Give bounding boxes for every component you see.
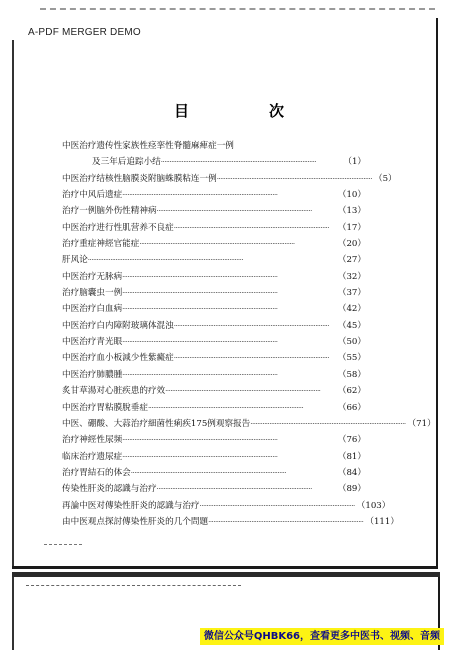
page-title bbox=[174, 100, 284, 121]
toc-entry bbox=[62, 400, 366, 416]
toc-entry bbox=[62, 138, 366, 154]
toc-leader-dots: ·························································································· bbox=[199, 501, 355, 510]
toc-entry-title: 治疗胃結石的体会 bbox=[62, 467, 131, 478]
toc-leader-dots: ·························································································· bbox=[173, 354, 329, 363]
toc-entry bbox=[62, 269, 366, 285]
toc-entry-title: 临床治疗遗尿症 bbox=[62, 451, 123, 462]
toc-entry-title: 中医治疗进行性肌营养不良症 bbox=[62, 222, 174, 233]
toc-leader-dots: ·························································································· bbox=[87, 256, 244, 265]
toc-entry bbox=[62, 318, 366, 334]
toc-entry-title: 中医、硼酸、大蒜治疗細菌性痢疾175例观察报告 bbox=[62, 418, 251, 429]
toc-entry bbox=[62, 514, 399, 530]
toc-page-number: （13） bbox=[337, 206, 366, 217]
toc-entry-title: 肝风论 bbox=[62, 255, 88, 266]
toc-leader-dots: ·························································································· bbox=[165, 387, 321, 396]
page-frame-left-edge bbox=[12, 40, 14, 566]
toc-entry bbox=[62, 171, 397, 187]
toc-page-number: （10） bbox=[337, 190, 366, 201]
toc-entry-title: 治疗脑囊虫一例 bbox=[62, 288, 123, 299]
bottom-left-dashed-mark bbox=[44, 544, 82, 545]
toc-leader-dots: ·························································································· bbox=[216, 174, 372, 183]
toc-entry-title: 由中医观点探討傳染性肝炎的几个問題 bbox=[62, 516, 209, 527]
title-char-1: 目 bbox=[174, 102, 190, 120]
demo-label: A-PDF MERGER DEMO bbox=[28, 27, 141, 38]
toc-leader-dots: ·························································································· bbox=[122, 289, 278, 298]
toc-page-number: （50） bbox=[337, 337, 366, 348]
toc-leader-dots: ·························································································· bbox=[130, 468, 287, 477]
toc-entry bbox=[62, 236, 366, 252]
toc-entry-title: 再論中医对傳染性肝炎的認識与治疗 bbox=[62, 500, 200, 511]
toc-entry bbox=[62, 203, 366, 219]
toc-leader-dots: ·························································································· bbox=[173, 223, 329, 232]
toc-leader-dots: ·························································································· bbox=[208, 517, 364, 526]
toc-page-number: （103） bbox=[356, 500, 391, 511]
toc-entry bbox=[62, 220, 366, 236]
toc-leader-dots: ·························································································· bbox=[122, 436, 278, 445]
toc-entry-title: 治疗中风后遗症 bbox=[62, 190, 123, 201]
toc-entry-title: 中医治疗肺膿腫 bbox=[62, 369, 123, 380]
toc-page-number: （76） bbox=[337, 435, 366, 446]
toc-entry-title: 中医治疗无脉病 bbox=[62, 271, 123, 282]
toc-entry bbox=[62, 154, 366, 170]
toc-leader-dots: ·························································································· bbox=[139, 240, 295, 249]
toc-leader-dots: ·························································································· bbox=[122, 191, 278, 200]
title-char-2: 次 bbox=[268, 102, 284, 120]
toc-entry bbox=[62, 383, 366, 399]
toc-entry-title: 中医治疗血小板減少性紫癜症 bbox=[62, 353, 174, 364]
toc-entry bbox=[62, 432, 366, 448]
toc-page-number: （89） bbox=[337, 484, 366, 495]
toc-entry-title: 传染性肝炎的認識与治疗 bbox=[62, 484, 157, 495]
toc-entry bbox=[62, 350, 366, 366]
toc-page-number: （66） bbox=[337, 402, 366, 413]
toc-page-number: （5） bbox=[373, 173, 397, 184]
toc-entry bbox=[62, 334, 366, 350]
toc-leader-dots: ·························································································· bbox=[250, 419, 406, 428]
toc-page-number: （84） bbox=[337, 467, 366, 478]
toc-entry bbox=[62, 481, 366, 497]
toc-entry-title: 及三年后追踪小结 bbox=[92, 157, 161, 168]
toc-page-number: （111） bbox=[365, 516, 399, 527]
toc-entry bbox=[62, 367, 366, 383]
table-of-contents bbox=[62, 138, 436, 530]
toc-page-number: （81） bbox=[337, 451, 366, 462]
toc-leader-dots: ·························································································· bbox=[122, 272, 278, 281]
toc-entry-title: 中医治疗遗传性家族性痉挛性脊髓麻痺症一例 bbox=[62, 141, 234, 151]
toc-entry bbox=[62, 252, 366, 268]
toc-entry-title: 中医治疗白内障附玻璃体混浊 bbox=[62, 320, 174, 331]
toc-leader-dots: ·························································································· bbox=[122, 305, 278, 314]
toc-entry-title: 治疗重症神經官能症 bbox=[62, 239, 140, 250]
top-dashed-line bbox=[40, 8, 435, 10]
watermark-banner: 微信公众号QHBK66，查看更多中医书、视频、音频 bbox=[200, 628, 444, 645]
toc-leader-dots: ·························································································· bbox=[122, 452, 278, 461]
toc-entry bbox=[62, 187, 366, 203]
toc-leader-dots: ·························································································· bbox=[147, 403, 304, 412]
toc-leader-dots: ·························································································· bbox=[173, 321, 329, 330]
toc-page-number: （17） bbox=[337, 222, 366, 233]
toc-entry-title: 炙甘草湯对心脏疾患的疗效 bbox=[62, 386, 166, 397]
toc-entry-title: 治疗神經性尿频 bbox=[62, 435, 123, 446]
toc-leader-dots: ·························································································· bbox=[156, 485, 312, 494]
toc-page-number: （58） bbox=[337, 369, 366, 380]
toc-leader-dots: ·························································································· bbox=[160, 158, 317, 167]
toc-entry-title: 中医治疗青光眼 bbox=[62, 337, 123, 348]
toc-entry bbox=[62, 285, 366, 301]
toc-leader-dots: ·························································································· bbox=[156, 207, 312, 216]
toc-page-number: （37） bbox=[337, 288, 366, 299]
toc-entry bbox=[62, 416, 436, 432]
toc-page-number: （1） bbox=[343, 157, 366, 168]
toc-page-number: （32） bbox=[337, 271, 366, 282]
toc-entry bbox=[62, 465, 366, 481]
toc-entry bbox=[62, 449, 366, 465]
toc-entry-title: 中医治疗胃粘膜脫垂症 bbox=[62, 402, 148, 413]
toc-page-number: （45） bbox=[337, 320, 366, 331]
toc-page-number: （62） bbox=[337, 386, 366, 397]
toc-page-number: （42） bbox=[337, 304, 366, 315]
toc-entry bbox=[62, 498, 391, 514]
toc-leader-dots: ·························································································· bbox=[122, 338, 278, 347]
toc-entry-title: 治疗一例脑外伤性精神病 bbox=[62, 206, 157, 217]
toc-page-number: （55） bbox=[337, 353, 366, 364]
next-page-dashed-line bbox=[26, 585, 241, 586]
toc-leader-dots: ·························································································· bbox=[122, 370, 278, 379]
toc-entry-title: 中医治疗结核性脑膜炎附脑蛛膜粘连一例 bbox=[62, 173, 217, 184]
toc-page-number: （27） bbox=[337, 255, 366, 266]
toc-entry-title: 中医治疗白血病 bbox=[62, 304, 123, 315]
toc-page-number: （20） bbox=[337, 239, 366, 250]
toc-entry bbox=[62, 301, 366, 317]
toc-page-number: （71） bbox=[407, 418, 436, 429]
